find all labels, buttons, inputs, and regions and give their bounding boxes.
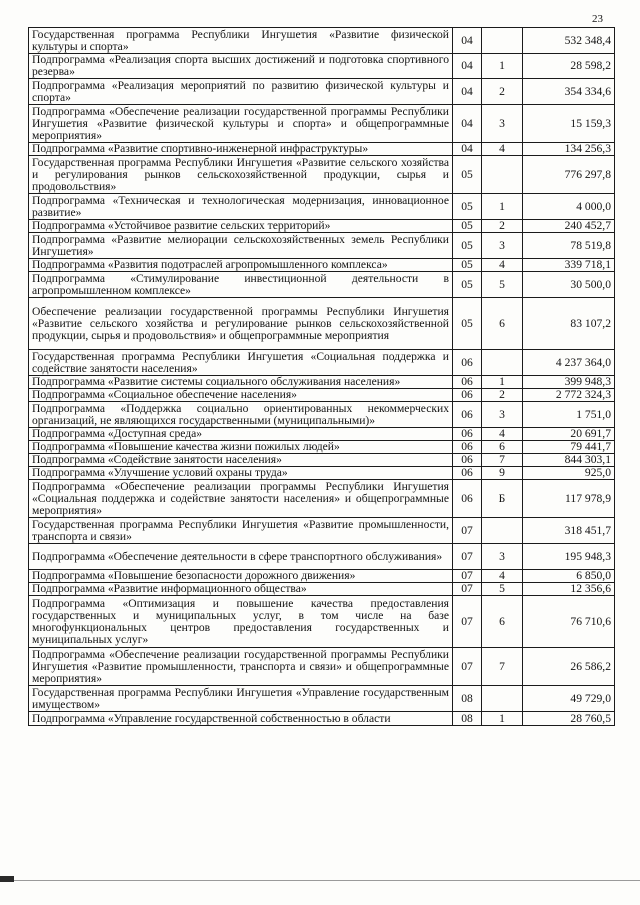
row-amount: 399 948,3 [523,376,615,389]
row-amount: 776 297,8 [523,156,615,194]
table-row [29,259,615,272]
scan-corner-mark [0,876,14,882]
row-subprogram-code: 3 [482,402,523,428]
row-program-code: 06 [453,428,482,441]
row-program-code: 07 [453,544,482,570]
row-subprogram-code: 3 [482,105,523,143]
row-program-code: 05 [453,233,482,259]
row-name: Подпрограмма «Обеспечение деятельности в сфере транспортного обслуживания» [29,544,453,570]
row-amount: 240 452,7 [523,220,615,233]
table-row [29,686,615,712]
table-row [29,467,615,480]
row-subprogram-code: 2 [482,79,523,105]
row-subprogram-code: 1 [482,54,523,79]
row-program-code: 04 [453,143,482,156]
table-row [29,298,615,350]
row-subprogram-code: 4 [482,428,523,441]
row-program-code: 07 [453,596,482,648]
table-row [29,143,615,156]
table-row [29,712,615,726]
row-program-code: 04 [453,105,482,143]
table-row [29,79,615,105]
row-subprogram-code: 1 [482,194,523,220]
row-name: Подпрограмма «Развитие мелиорации сельскохозяйственных земель Республики Ингушетия» [29,233,453,259]
row-subprogram-code: 5 [482,272,523,298]
row-name: Подпрограмма «Улучшение условий охраны труда» [29,467,453,480]
row-subprogram-code: 6 [482,596,523,648]
row-amount: 30 500,0 [523,272,615,298]
table-row [29,518,615,544]
table-row [29,480,615,518]
row-name: Подпрограмма «Стимулирование инвестиционной деятельности в агропромышленном комплексе» [29,272,453,298]
row-program-code: 05 [453,194,482,220]
row-amount: 6 850,0 [523,570,615,583]
row-subprogram-code: 7 [482,648,523,686]
row-subprogram-code: 1 [482,376,523,389]
row-subprogram-code: 2 [482,220,523,233]
row-name: Подпрограмма «Обеспечение реализации программы Республики Ингушетия «Социальная поддержка и содействие занятости населения» и общепрограммные мероприятия» [29,480,453,518]
table-row [29,402,615,428]
row-amount: 318 451,7 [523,518,615,544]
table-row [29,105,615,143]
row-name: Государственная программа Республики Ингушетия «Социальная поддержка и содействие занятости населения» [29,350,453,376]
row-amount: 339 718,1 [523,259,615,272]
row-name: Подпрограмма «Доступная среда» [29,428,453,441]
row-amount: 844 303,1 [523,454,615,467]
row-program-code: 08 [453,712,482,726]
row-name: Обеспечение реализации государственной программы Республики Ингушетия «Развитие сельского хозяйства и регулирование рынков сельскохозяйственной продукции, сырья и продовольствия» и общепрограммные мероприятия [29,298,453,350]
row-program-code: 05 [453,298,482,350]
row-subprogram-code: Б [482,480,523,518]
table-row [29,54,615,79]
table-row [29,596,615,648]
row-name: Государственная программа Республики Ингушетия «Управление государственным имуществом» [29,686,453,712]
row-amount: 76 710,6 [523,596,615,648]
page-number: 23 [592,13,603,25]
table-row [29,454,615,467]
row-amount: 20 691,7 [523,428,615,441]
row-amount: 79 441,7 [523,441,615,454]
table-row [29,272,615,298]
row-amount: 78 519,8 [523,233,615,259]
row-subprogram-code: 6 [482,298,523,350]
row-amount: 4 237 364,0 [523,350,615,376]
row-program-code: 05 [453,272,482,298]
table-row [29,389,615,402]
table-row [29,570,615,583]
table-row [29,350,615,376]
row-subprogram-code: 3 [482,233,523,259]
row-name: Подпрограмма «Оптимизация и повышение качества предоставления государственных и муниципальных услуг, в том числе на базе многофункциональных центров предоставления государственных и муниципальных услуг» [29,596,453,648]
row-amount: 532 348,4 [523,28,615,54]
row-subprogram-code [482,350,523,376]
row-name: Подпрограмма «Обеспечение реализации государственной программы Республики Ингушетия «Развитие физической культуры и спорта» и общепрограммные мероприятия» [29,105,453,143]
row-amount: 83 107,2 [523,298,615,350]
table-row [29,441,615,454]
row-subprogram-code: 4 [482,259,523,272]
row-amount: 134 256,3 [523,143,615,156]
row-program-code: 05 [453,259,482,272]
table-row [29,648,615,686]
budget-table [28,27,615,726]
row-amount: 4 000,0 [523,194,615,220]
row-subprogram-code [482,518,523,544]
row-name: Подпрограмма «Развитие системы социального обслуживания населения» [29,376,453,389]
row-amount: 28 598,2 [523,54,615,79]
row-subprogram-code: 4 [482,143,523,156]
table-row [29,233,615,259]
row-program-code: 06 [453,402,482,428]
row-name: Подпрограмма «Поддержка социально ориентированных некоммерческих организаций, не являющихся государственными (муниципальными)» [29,402,453,428]
row-amount: 12 356,6 [523,583,615,596]
row-amount: 117 978,9 [523,480,615,518]
row-name: Государственная программа Республики Ингушетия «Развитие физической культуры и спорта» [29,28,453,54]
row-amount: 28 760,5 [523,712,615,726]
row-subprogram-code: 3 [482,544,523,570]
row-program-code: 06 [453,454,482,467]
row-subprogram-code: 5 [482,583,523,596]
row-program-code: 05 [453,220,482,233]
row-name: Государственная программа Республики Ингушетия «Развитие сельского хозяйства и регулирования рынков сельскохозяйственной продукции, сырья и продовольствия» [29,156,453,194]
row-program-code: 07 [453,583,482,596]
row-program-code: 07 [453,648,482,686]
row-program-code: 07 [453,570,482,583]
row-name: Подпрограмма «Повышение качества жизни пожилых людей» [29,441,453,454]
row-subprogram-code [482,28,523,54]
row-name: Подпрограмма «Реализация спорта высших достижений и подготовка спортивного резерва» [29,54,453,79]
row-program-code: 07 [453,518,482,544]
table-row [29,376,615,389]
row-amount: 26 586,2 [523,648,615,686]
row-amount: 354 334,6 [523,79,615,105]
scan-bottom-edge [0,880,640,881]
row-name: Государственная программа Республики Ингушетия «Развитие промышленности, транспорта и связи» [29,518,453,544]
row-subprogram-code: 6 [482,441,523,454]
row-program-code: 04 [453,28,482,54]
table-row [29,194,615,220]
row-program-code: 06 [453,467,482,480]
table-row [29,583,615,596]
row-name: Подпрограмма «Техническая и технологическая модернизация, инновационное развитие» [29,194,453,220]
row-amount: 15 159,3 [523,105,615,143]
row-program-code: 05 [453,156,482,194]
row-program-code: 04 [453,79,482,105]
row-amount: 925,0 [523,467,615,480]
row-subprogram-code: 4 [482,570,523,583]
row-subprogram-code [482,156,523,194]
row-program-code: 06 [453,441,482,454]
row-program-code: 06 [453,389,482,402]
table-row [29,156,615,194]
row-amount: 2 772 324,3 [523,389,615,402]
row-subprogram-code: 7 [482,454,523,467]
row-name: Подпрограмма «Реализация мероприятий по развитию физической культуры и спорта» [29,79,453,105]
row-name: Подпрограмма «Развитие информационного общества» [29,583,453,596]
row-subprogram-code [482,686,523,712]
row-program-code: 06 [453,480,482,518]
row-name: Подпрограмма «Содействие занятости населения» [29,454,453,467]
row-program-code: 08 [453,686,482,712]
row-program-code: 04 [453,54,482,79]
row-name: Подпрограмма «Социальное обеспечение населения» [29,389,453,402]
row-subprogram-code: 1 [482,712,523,726]
table-row [29,544,615,570]
row-name: Подпрограмма «Повышение безопасности дорожного движения» [29,570,453,583]
row-subprogram-code: 2 [482,389,523,402]
row-program-code: 06 [453,350,482,376]
row-name: Подпрограмма «Обеспечение реализации государственной программы Республики Ингушетия «Развитие промышленности, транспорта и связи» и общепрограммные мероприятия» [29,648,453,686]
row-program-code: 06 [453,376,482,389]
row-name: Подпрограмма «Управление государственной собственностью в области [29,712,453,726]
budget-table-body [29,28,615,726]
row-amount: 49 729,0 [523,686,615,712]
table-row [29,28,615,54]
row-name: Подпрограмма «Развития подотраслей агропромышленного комплекса» [29,259,453,272]
row-subprogram-code: 9 [482,467,523,480]
table-row [29,220,615,233]
row-name: Подпрограмма «Устойчивое развитие сельских территорий» [29,220,453,233]
row-name: Подпрограмма «Развитие спортивно-инженерной инфраструктуры» [29,143,453,156]
row-amount: 195 948,3 [523,544,615,570]
row-amount: 1 751,0 [523,402,615,428]
table-row [29,428,615,441]
